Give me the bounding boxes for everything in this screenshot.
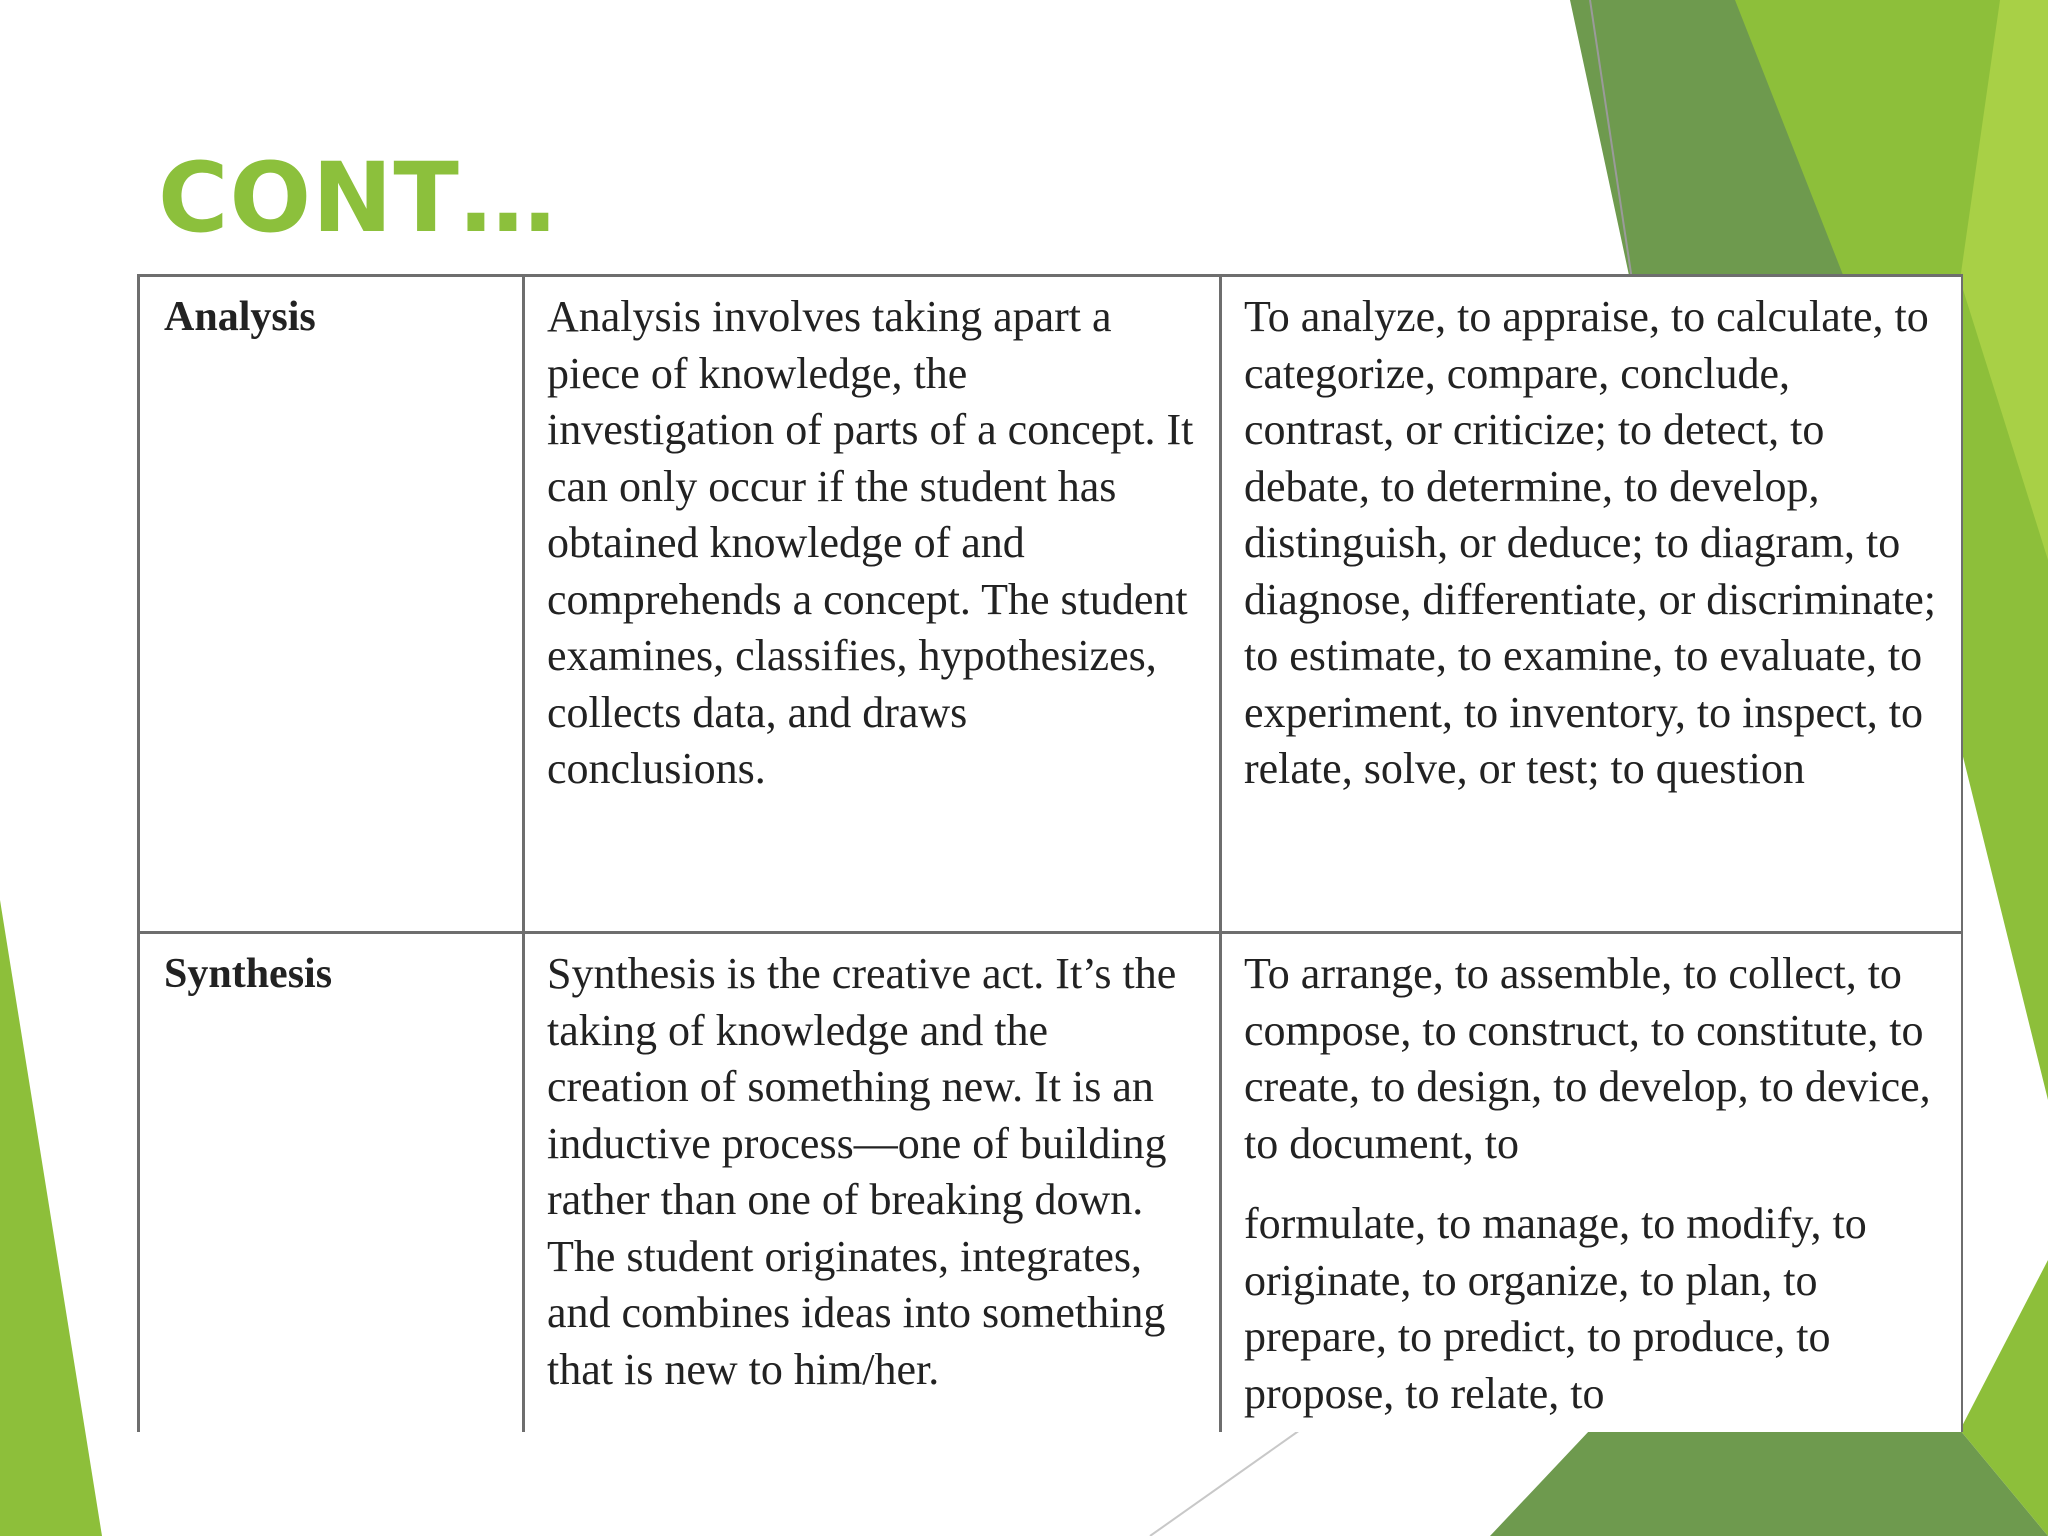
verbs-paragraph: To analyze, to appraise, to calculate, to categorize, compare, conclude, contrast, or criticize; to detect, to debate, to determine, to develop, distinguish, or deduce; to diagram, to diagnose, differentiate, or discriminate; to estimate, to examine, to evaluate, to experiment, to inventory, to inspect, to relate, solve, or test; to question <box>1244 292 1936 793</box>
verbs-paragraph: formulate, to manage, to modify, to originate, to organize, to plan, to prepare, to predict, to produce, to propose, to relate, to <box>1244 1199 1867 1418</box>
level-verbs-cell <box>1221 933 1963 1433</box>
verbs-paragraph: To arrange, to assemble, to collect, to compose, to construct, to constitute, to create, to design, to develop, to device, to document, to <box>1244 949 1931 1168</box>
level-name-cell: Analysis <box>139 276 524 933</box>
level-description-cell: Analysis involves taking apart a piece of knowledge, the investigation of parts of a concept. It can only occur if the student has obtained knowledge of and comprehends a concept. The student examines, classifies, hypothesizes, collects data, and draws conclusions. <box>524 276 1221 933</box>
bloom-taxonomy-table <box>137 274 1963 1432</box>
level-name-cell: Synthesis <box>139 933 524 1433</box>
bottom-right-dark-green-shape <box>1490 1430 2048 1536</box>
level-description-cell: Synthesis is the creative act. It’s the taking of knowledge and the creation of something new. It is an inductive process—one of building rather than one of breaking down. The student originates, integrates, and combines ideas into something that is new to him/her. <box>524 933 1221 1433</box>
level-verbs-cell <box>1221 276 1963 933</box>
table-row-synthesis <box>139 933 1963 1433</box>
bloom-taxonomy-table-image <box>137 274 1963 1432</box>
table-row-analysis <box>139 276 1963 933</box>
slide-title: CONT… <box>158 142 557 254</box>
left-green-shape <box>0 900 102 1536</box>
bottom-thin-line <box>1150 1430 1300 1536</box>
